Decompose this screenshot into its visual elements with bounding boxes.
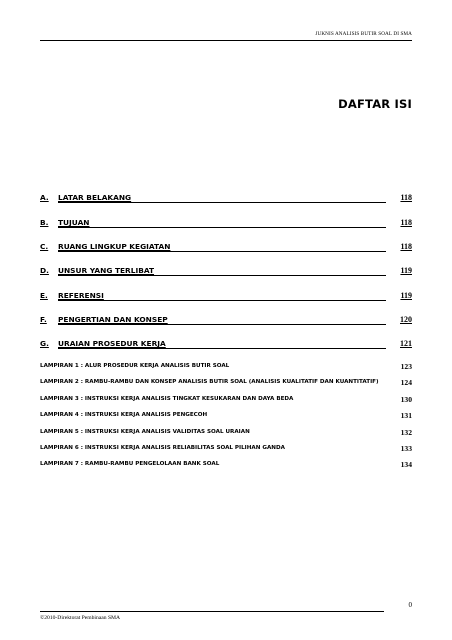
toc-entry-label: PENGERTIAN DAN KONSEP bbox=[58, 315, 168, 324]
toc-entry-uraian[interactable] bbox=[40, 339, 412, 351]
toc-entry-page: 118 bbox=[400, 193, 412, 202]
toc-appendix-6[interactable] bbox=[40, 444, 412, 455]
toc-entry-letter: C. bbox=[40, 242, 49, 251]
header-rule bbox=[40, 40, 412, 41]
toc-entry-label: REFERENSI bbox=[58, 291, 104, 300]
toc-title: DAFTAR ISI bbox=[338, 97, 412, 111]
toc-entry-referensi[interactable] bbox=[40, 291, 412, 303]
toc-appendix-label: LAMPIRAN 5 : INSTRUKSI KERJA ANALISIS VALIDITAS SOAL URAIAN bbox=[40, 429, 250, 435]
running-title: JUKNIS ANALISIS BUTIR SOAL DI SMA bbox=[315, 31, 412, 37]
toc-entry-letter: E. bbox=[40, 291, 48, 300]
leader-line bbox=[58, 348, 386, 349]
toc-entry-tujuan[interactable] bbox=[40, 218, 412, 230]
toc-entry-letter: D. bbox=[40, 266, 49, 275]
toc-entry-label: TUJUAN bbox=[58, 218, 90, 227]
leader-line bbox=[58, 251, 386, 252]
toc-appendix-label: LAMPIRAN 7 : RAMBU-RAMBU PENGELOLAAN BANK SOAL bbox=[40, 461, 220, 467]
toc-entry-label: URAIAN PROSEDUR KERJA bbox=[58, 339, 166, 348]
toc-entry-page: 119 bbox=[400, 291, 412, 300]
toc-entry-latar-belakang[interactable] bbox=[40, 193, 412, 205]
toc-entry-letter: G. bbox=[40, 339, 49, 348]
toc-appendix-4[interactable] bbox=[40, 411, 412, 422]
toc-entry-letter: B. bbox=[40, 218, 49, 227]
toc-appendix-label: LAMPIRAN 2 : RAMBU-RAMBU DAN KONSEP ANALISIS BUTIR SOAL (ANALISIS KUALITATIF DAN KUANTITATIF) bbox=[40, 379, 379, 385]
toc-entry-label: LATAR BELAKANG bbox=[58, 193, 132, 202]
toc-appendix-2[interactable] bbox=[40, 378, 412, 389]
toc-appendix-label: LAMPIRAN 3 : INSTRUKSI KERJA ANALISIS TINGKAT KESUKARAN DAN DAYA BEDA bbox=[40, 396, 294, 402]
toc-appendix-3[interactable] bbox=[40, 395, 412, 406]
toc-appendix-label: LAMPIRAN 1 : ALUR PROSEDUR KERJA ANALISIS BUTIR SOAL bbox=[40, 363, 230, 369]
toc-appendix-1[interactable] bbox=[40, 362, 412, 373]
toc-appendix-7[interactable] bbox=[40, 460, 412, 471]
toc-entry-page: 118 bbox=[400, 218, 412, 227]
toc-appendix-label: LAMPIRAN 6 : INSTRUKSI KERJA ANALISIS RELIABILITAS SOAL PILIHAN GANDA bbox=[40, 445, 285, 451]
leader-line bbox=[58, 202, 386, 203]
page-number: 0 bbox=[408, 601, 412, 609]
toc-entry-ruang-lingkup[interactable] bbox=[40, 242, 412, 254]
toc-appendix-page: 130 bbox=[400, 395, 412, 404]
toc-appendix-page: 133 bbox=[400, 444, 412, 453]
toc-appendix-page: 134 bbox=[400, 460, 412, 469]
toc-appendix-page: 124 bbox=[400, 378, 412, 387]
leader-line bbox=[58, 300, 386, 301]
footer-rule bbox=[40, 611, 384, 612]
toc-entry-page: 121 bbox=[400, 339, 412, 348]
toc-entry-label: UNSUR YANG TERLIBAT bbox=[58, 266, 155, 275]
footer-copyright: ©2010-Direktorat Pembinaan SMA bbox=[40, 615, 121, 621]
toc-appendix-5[interactable] bbox=[40, 428, 412, 439]
toc-appendix-page: 123 bbox=[400, 362, 412, 371]
leader-line bbox=[58, 324, 386, 325]
toc-entry-page: 119 bbox=[400, 266, 412, 275]
toc-appendix-page: 131 bbox=[400, 411, 412, 420]
leader-line bbox=[58, 227, 386, 228]
toc-entry-unsur[interactable] bbox=[40, 266, 412, 278]
leader-line bbox=[58, 275, 386, 276]
toc-entry-pengertian[interactable] bbox=[40, 315, 412, 327]
toc-entry-letter: F. bbox=[40, 315, 47, 324]
toc-appendix-page: 132 bbox=[400, 428, 412, 437]
toc-entry-page: 120 bbox=[400, 315, 412, 324]
toc-entry-letter: A. bbox=[40, 193, 49, 202]
toc-appendix-label: LAMPIRAN 4 : INSTRUKSI KERJA ANALISIS PENGECOH bbox=[40, 412, 208, 418]
toc-entry-label: RUANG LINGKUP KEGIATAN bbox=[58, 242, 171, 251]
toc-entry-page: 118 bbox=[400, 242, 412, 251]
